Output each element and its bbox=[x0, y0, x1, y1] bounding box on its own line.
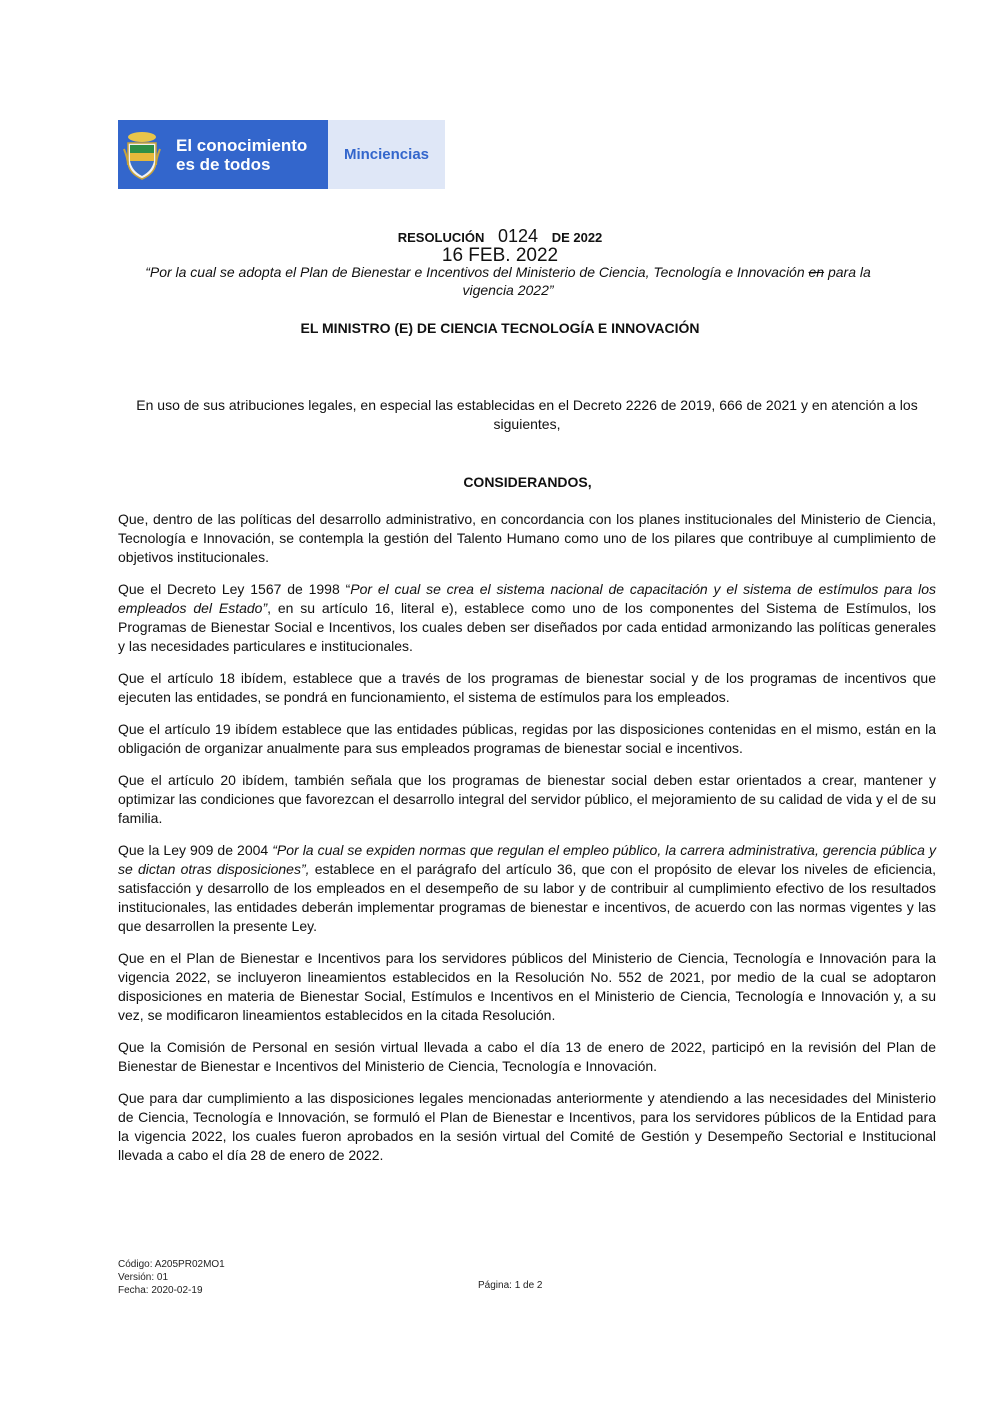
resolution-number: 0124 bbox=[498, 226, 539, 246]
logo-primary-block bbox=[118, 120, 328, 189]
subtitle-part2: para la vigencia 2022” bbox=[462, 264, 871, 298]
resolution-subtitle bbox=[128, 263, 888, 299]
logo-brand-block bbox=[328, 120, 445, 189]
subtitle-strikethrough: en bbox=[808, 264, 825, 280]
paragraph-3: Que el artículo 18 ibídem, establece que a través de los programas de bienestar social y de los programas de incentivos que ejecuten las entidades, se pondrá en funcionamiento, el sistema de estímulos para los empleados. bbox=[118, 670, 936, 705]
logo-slogan bbox=[176, 136, 307, 174]
coat-of-arms-icon bbox=[118, 120, 166, 189]
resolution-year: DE 2022 bbox=[551, 230, 603, 245]
footer-metadata bbox=[118, 1258, 225, 1297]
brand-name: Minciencias bbox=[343, 146, 430, 163]
resolution-label: RESOLUCIÓN bbox=[397, 230, 485, 245]
paragraph-9: Que para dar cumplimiento a las disposiciones legales mencionadas anteriormente y atendiendo a las necesidades del Ministerio de Ciencia, Tecnología e Innovación, se formuló el Plan de Bienestar e Incentivos, para los servidores públicos de la Entidad para la vigencia 2022, los cuales fueron aprobados en la sesión virtual del Comité de Gestión y Desempeño Sectorial e Institucional llevada a cabo el día 28 de enero de 2022. bbox=[118, 1090, 936, 1163]
paragraph-2-start: Que el Decreto Ley 1567 de 1998 “ bbox=[118, 581, 351, 597]
resolution-date: 16 FEB. 2022 bbox=[441, 245, 559, 266]
minister-heading: EL MINISTRO (E) DE CIENCIA TECNOLOGÍA E INNOVACIÓN bbox=[300, 320, 700, 336]
paragraph-8: Que la Comisión de Personal en sesión virtual llevada a cabo el día 13 de enero de 2022, participó en la revisión del Plan de Bienestar de Bienestar e Incentivos del Ministerio de Ciencia, Tecnología e Innovación. bbox=[118, 1039, 936, 1074]
footer-date: Fecha: 2020-02-19 bbox=[118, 1285, 203, 1296]
paragraph-2-decree-title: Por el cual se crea el sistema nacional de capacitación y el sistema de estímulos para los empleados del Estado” bbox=[118, 581, 936, 616]
intro-paragraph: En uso de sus atribuciones legales, en especial las establecidas en el Decreto 2226 de 2019, 666 de 2021 y en atención a los siguientes, bbox=[136, 397, 918, 432]
paragraph-7: Que en el Plan de Bienestar e Incentivos para los servidores públicos del Ministerio de Ciencia, Tecnología e Innovación para la vigencia 2022, se incluyeron lineamientos establecidos en la Resolución No. 552 de 2021, por medio de la cual se adoptaron disposiciones en materia de Bienestar Social, Estímulos e Incentivos en el Ministerio de Ciencia, Tecnología e Innovación y, a su vez, se modificaron lineamientos establecidos en la citada Resolución. bbox=[118, 950, 936, 1023]
document-body bbox=[118, 510, 936, 1178]
header-logo bbox=[118, 120, 445, 189]
paragraph-6-start: Que la Ley 909 de 2004 bbox=[118, 842, 273, 858]
paragraph-2 bbox=[118, 580, 936, 656]
footer-code: Código: A205PR02MO1 bbox=[118, 1259, 225, 1270]
paragraph-4: Que el artículo 19 ibídem establece que las entidades públicas, regidas por las disposiciones contenidas en el mismo, están en la obligación de organizar anualmente para sus empleados programas de bienestar social e incentivos. bbox=[118, 721, 936, 756]
paragraph-1: Que, dentro de las políticas del desarrollo administrativo, en concordancia con los planes institucionales del Ministerio de Ciencia, Tecnología e Innovación, se contempla la gestión del Talento Humano como uno de los pilares que contribuye al cumplimiento de objetivos institucionales. bbox=[118, 511, 936, 565]
paragraph-2-end: , en su artículo 16, literal e), establece como uno de los componentes del Sistema de Estímulos, los Programas de Bienestar Social e Incentivos, los cuales deben ser diseñados por cada entidad armonizando las políticas generales y las necesidades particulares e institucionales. bbox=[118, 600, 936, 654]
considerandos-title: CONSIDERANDOS, bbox=[463, 474, 592, 490]
subtitle-part1: “Por la cual se adopta el Plan de Bienestar e Incentivos del Ministerio de Ciencia, Tecnología e Innovación bbox=[145, 264, 809, 280]
logo-slogan-line1: El conocimiento bbox=[176, 135, 308, 155]
paragraph-6-end: establece en el parágrafo del artículo 36, que con el propósito de elevar los niveles de eficiencia, satisfacción y desarrollo de los empleados en el desempeño de su labor y de contribuir al cumplimiento efectivo de los resultados institucionales, las entidades deberán implementar programas de bienestar e incentivos, de acuerdo con las normas vigentes y las que desarrollen la presente Ley. bbox=[118, 861, 936, 934]
footer-version: Versión: 01 bbox=[118, 1272, 169, 1283]
paragraph-5: Que el artículo 20 ibídem, también señala que los programas de bienestar social deben estar orientados a crear, mantener y optimizar las condiciones que favorezcan el desarrollo integral del servidor público, el mejoramiento de su calidad de vida y el de su familia. bbox=[118, 772, 936, 826]
resolution-heading bbox=[0, 226, 1000, 247]
paragraph-6-law-title: “Por la cual se expiden normas que regulan el empleo público, la carrera administrativa, gerencia pública y se dictan otras disposiciones”, bbox=[118, 842, 937, 877]
page-number: Página: 1 de 2 bbox=[478, 1280, 543, 1291]
paragraph-6 bbox=[118, 841, 936, 936]
logo-slogan-line2: es de todos bbox=[176, 154, 271, 174]
